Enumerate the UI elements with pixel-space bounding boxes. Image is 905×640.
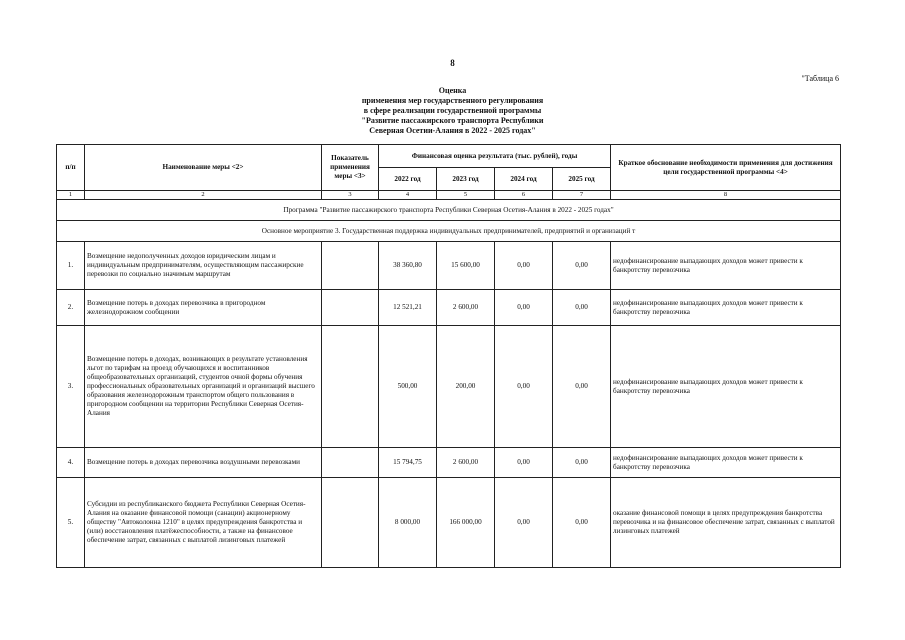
value-2023: 15 600,00 bbox=[437, 242, 495, 290]
table-row bbox=[57, 478, 841, 568]
value-2022: 38 360,80 bbox=[379, 242, 437, 290]
title-line: в сфере реализации государственной программы bbox=[363, 106, 542, 115]
table-row bbox=[57, 326, 841, 448]
value-2023: 2 600,00 bbox=[437, 448, 495, 478]
measure-name: Субсидии из республиканского бюджета Республики Северная Осетия-Алания на оказание финансовой помощи (санации) акционерному обществу "Автоколонна 1210" в целях предупреждения банкротства и (или) восстановления платёжеспособности, а также на финансовое обеспечение затрат, связанных с выплатой лизинговых платежей bbox=[85, 478, 322, 568]
header-indicator: Показатель применения меры <3> bbox=[322, 145, 379, 191]
activity-row bbox=[57, 221, 841, 242]
column-number: 5 bbox=[437, 191, 495, 200]
value-2022: 500,00 bbox=[379, 326, 437, 448]
value-2024: 0,00 bbox=[495, 290, 553, 326]
value-2024: 0,00 bbox=[495, 242, 553, 290]
header-np: п/п bbox=[57, 145, 85, 191]
row-number: 3. bbox=[57, 326, 85, 448]
assessment-table bbox=[56, 144, 841, 568]
title-line: Северная Осетии-Алания в 2022 - 2025 годах" bbox=[369, 126, 536, 135]
measure-indicator bbox=[322, 242, 379, 290]
measure-name: Возмещение потерь в доходах перевозчика в пригородном железнодорожном сообщении bbox=[85, 290, 322, 326]
table-reference: "Таблица 6 bbox=[801, 74, 839, 83]
program-row bbox=[57, 200, 841, 221]
value-2022: 15 794,75 bbox=[379, 448, 437, 478]
header-row bbox=[57, 145, 841, 168]
measure-indicator bbox=[322, 326, 379, 448]
value-2024: 0,00 bbox=[495, 478, 553, 568]
justification: недофинансирование выпадающих доходов может привести к банкротству перевозчика bbox=[611, 326, 841, 448]
page-number: 8 bbox=[450, 58, 455, 68]
table-row bbox=[57, 242, 841, 290]
row-number: 4. bbox=[57, 448, 85, 478]
header-year-2022: 2022 год bbox=[379, 168, 437, 191]
value-2025: 0,00 bbox=[553, 326, 611, 448]
program-title: Программа "Развитие пассажирского транспорта Республики Северная Осетия-Алания в 2022 - 2025 годах" bbox=[57, 200, 841, 221]
value-2025: 0,00 bbox=[553, 478, 611, 568]
justification: оказание финансовой помощи в целях предупреждения банкротства перевозчика и на финансовое обеспечение затрат, связанных с выплатой лизинговых платежей bbox=[611, 478, 841, 568]
row-number: 2. bbox=[57, 290, 85, 326]
header-year-2024: 2024 год bbox=[495, 168, 553, 191]
measure-indicator bbox=[322, 478, 379, 568]
row-number: 5. bbox=[57, 478, 85, 568]
table-row bbox=[57, 290, 841, 326]
measure-name: Возмещение потерь в доходах, возникающих в результате установления льгот по тарифам на проезд обучающихся и воспитанников общеобразовательных организаций, студентов очной формы обучения профессиональных образовательных организаций и организаций высшего образования железнодорожным транспортом общего пользования в пригородном сообщении на территории Республики Северная Осетия-Алания bbox=[85, 326, 322, 448]
column-number: 8 bbox=[611, 191, 841, 200]
justification: недофинансирование выпадающих доходов может привести к банкротству перевозчика bbox=[611, 242, 841, 290]
title-line: "Развитие пассажирского транспорта Республики bbox=[361, 116, 544, 125]
header-measure: Наименование меры <2> bbox=[85, 145, 322, 191]
document-title bbox=[0, 86, 905, 136]
value-2025: 0,00 bbox=[553, 448, 611, 478]
title-line: применения мер государственного регулирования bbox=[361, 96, 544, 105]
column-numbers-row bbox=[57, 191, 841, 200]
value-2023: 2 600,00 bbox=[437, 290, 495, 326]
justification: недофинансирование выпадающих доходов может привести к банкротству перевозчика bbox=[611, 290, 841, 326]
measure-indicator bbox=[322, 448, 379, 478]
value-2025: 0,00 bbox=[553, 242, 611, 290]
header-year-2025: 2025 год bbox=[553, 168, 611, 191]
value-2024: 0,00 bbox=[495, 326, 553, 448]
row-number: 1. bbox=[57, 242, 85, 290]
column-number: 2 bbox=[85, 191, 322, 200]
column-number: 6 bbox=[495, 191, 553, 200]
value-2022: 8 000,00 bbox=[379, 478, 437, 568]
header-year-2023: 2023 год bbox=[437, 168, 495, 191]
header-financial-group: Финансовая оценка результата (тыс. рублей), годы bbox=[379, 145, 611, 168]
value-2025: 0,00 bbox=[553, 290, 611, 326]
column-number: 4 bbox=[379, 191, 437, 200]
title-line: Оценка bbox=[438, 86, 467, 95]
value-2023: 200,00 bbox=[437, 326, 495, 448]
activity-title: Основное мероприятие 3. Государственная поддержка индивидуальных предпринимателей, предприятий и организаций т bbox=[57, 221, 841, 242]
justification: недофинансирование выпадающих доходов может привести к банкротству перевозчика bbox=[611, 448, 841, 478]
column-number: 7 bbox=[553, 191, 611, 200]
value-2022: 12 521,21 bbox=[379, 290, 437, 326]
measure-name: Возмещение потерь в доходах перевозчика воздушными перевозками bbox=[85, 448, 322, 478]
value-2024: 0,00 bbox=[495, 448, 553, 478]
column-number: 3 bbox=[322, 191, 379, 200]
value-2023: 166 000,00 bbox=[437, 478, 495, 568]
measure-indicator bbox=[322, 290, 379, 326]
table-row bbox=[57, 448, 841, 478]
measure-name: Возмещение недополученных доходов юридическим лицам и индивидуальным предпринимателям, осуществляющим пассажирские перевозки по социально значимым маршрутам bbox=[85, 242, 322, 290]
column-number: 1 bbox=[57, 191, 85, 200]
header-justification: Краткое обоснование необходимости применения для достижения цели государственной программы <4> bbox=[611, 145, 841, 191]
